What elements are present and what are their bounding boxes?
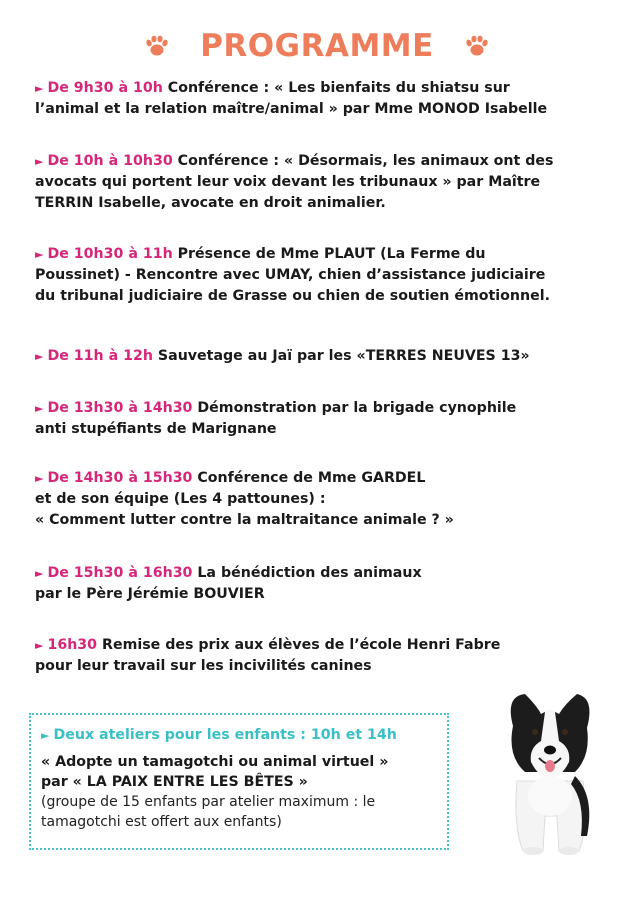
- item-text: par le Père Jérémie BOUVIER: [35, 586, 265, 602]
- kids-heading: [41, 725, 437, 746]
- item-time: De 10h à 10h30: [47, 153, 173, 169]
- arrow-icon: ►: [35, 350, 44, 363]
- item-text: Poussinet) - Rencontre avec UMAY, chien d’assistance judiciaire: [35, 267, 546, 283]
- program-item: [35, 244, 550, 307]
- item-time: De 13h30 à 14h30: [47, 400, 193, 416]
- arrow-icon: ►: [35, 402, 44, 415]
- arrow-icon: ►: [35, 155, 44, 168]
- arrow-icon: ►: [35, 82, 44, 95]
- item-text: pour leur travail sur les incivilités canines: [35, 658, 372, 674]
- program-item: [35, 78, 547, 120]
- item-time: 16h30: [47, 637, 98, 653]
- kids-line: par « LA PAIX ENTRE LES BÊTES »: [41, 774, 308, 790]
- item-text: Conférence : « Les bienfaits du shiatsu sur: [167, 80, 510, 96]
- item-text: « Comment lutter contre la maltraitance animale ? »: [35, 512, 454, 528]
- arrow-icon: ►: [35, 567, 44, 580]
- arrow-icon: ►: [35, 472, 44, 485]
- item-time: De 11h à 12h: [47, 348, 153, 364]
- item-text: l’animal et la relation maître/animal » par Mme MONOD Isabelle: [35, 101, 548, 117]
- program-item: [35, 346, 530, 367]
- program-item: [35, 151, 553, 214]
- item-text: Démonstration par la brigade cynophile: [197, 400, 517, 416]
- item-text: et de son équipe (Les 4 pattounes) :: [35, 491, 326, 507]
- item-time: De 14h30 à 15h30: [47, 470, 193, 486]
- arrow-icon: ►: [35, 248, 44, 261]
- paw-icon: [144, 34, 170, 58]
- kids-note: (groupe de 15 enfants par atelier maximum : le: [41, 794, 376, 810]
- kids-workshops-box: [29, 713, 449, 850]
- dog-illustration: [495, 686, 605, 856]
- kids-note: tamagotchi est offert aux enfants): [41, 814, 282, 830]
- item-text: Conférence : « Désormais, les animaux ont des: [177, 153, 554, 169]
- kids-line: « Adopte un tamagotchi ou animal virtuel »: [41, 754, 389, 770]
- item-text: Sauvetage au Jaï par les «TERRES NEUVES 13»: [157, 348, 530, 364]
- item-text: Présence de Mme PLAUT (La Ferme du: [177, 246, 486, 262]
- program-item: [35, 635, 500, 677]
- header: [0, 22, 634, 70]
- program-item: [35, 398, 516, 440]
- program-item: [35, 563, 422, 605]
- paw-icon: [464, 34, 490, 58]
- page-title: PROGRAMME: [200, 28, 434, 64]
- item-text: anti stupéfiants de Marignane: [35, 421, 277, 437]
- item-text: Conférence de Mme GARDEL: [197, 470, 426, 486]
- item-text: avocats qui portent leur voix devant les tribunaux » par Maître: [35, 174, 541, 190]
- item-text: du tribunal judiciaire de Grasse ou chien de soutien émotionnel.: [35, 288, 550, 304]
- item-time: De 10h30 à 11h: [47, 246, 173, 262]
- arrow-icon: ►: [41, 729, 50, 742]
- item-text: TERRIN Isabelle, avocate en droit animalier.: [35, 195, 386, 211]
- program-item: [35, 468, 454, 531]
- kids-heading-text: Deux ateliers pour les enfants : 10h et 14h: [53, 727, 397, 743]
- item-text: La bénédiction des animaux: [197, 565, 422, 581]
- item-text: Remise des prix aux élèves de l’école Henri Fabre: [102, 637, 501, 653]
- item-time: De 15h30 à 16h30: [47, 565, 193, 581]
- arrow-icon: ►: [35, 639, 44, 652]
- item-time: De 9h30 à 10h: [47, 80, 163, 96]
